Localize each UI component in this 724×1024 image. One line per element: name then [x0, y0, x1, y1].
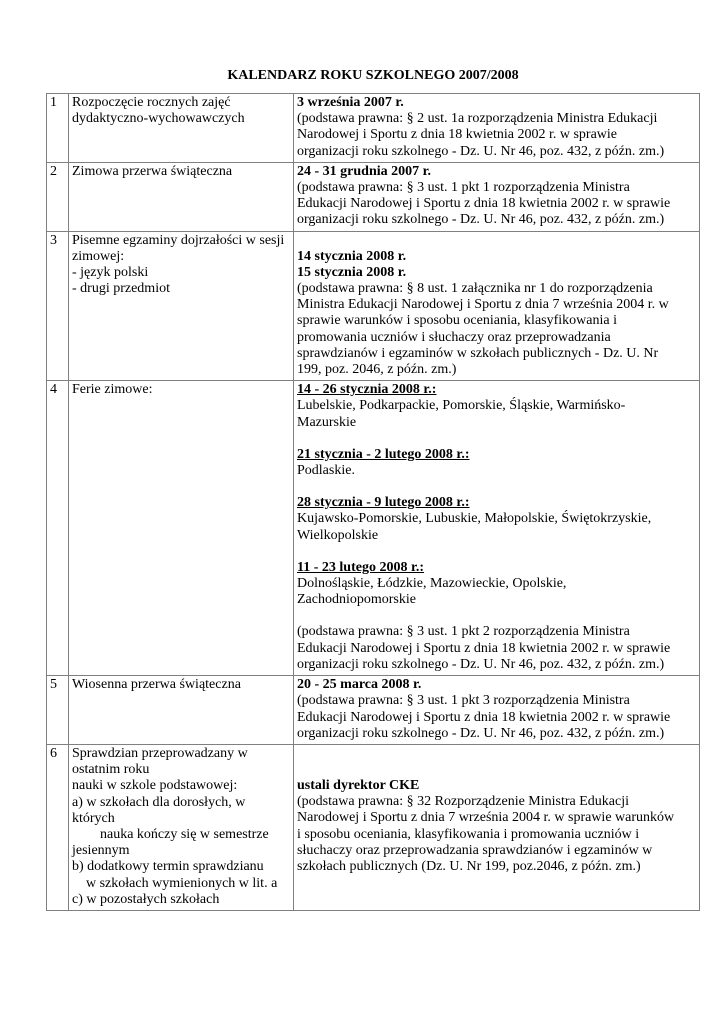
text-line: c) w pozostałych szkołach: [72, 891, 220, 907]
period-date: 28 stycznia - 9 lutego 2008 r.:: [297, 495, 470, 511]
legal-basis-line: słuchaczy oraz przeprowadzania sprawdzianów i egzaminów w: [297, 842, 653, 858]
region-line: Zachodniopomorskie: [297, 592, 416, 608]
legal-basis-line: Edukacji Narodowej i Sportu z dnia 18 kwietnia 2002 r. w sprawie: [297, 196, 671, 212]
legal-basis-line: promowania uczniów i słuchaczy oraz przeprowadzania: [297, 329, 611, 345]
event-date: ustali dyrektor CKE: [297, 777, 420, 793]
text-line: dydaktyczno-wychowawczych: [72, 111, 245, 127]
period-date: 11 - 23 lutego 2008 r.:: [297, 559, 425, 575]
row-number: 2: [47, 162, 69, 231]
text-line: ostatnim roku: [72, 762, 150, 778]
event-date-cell: [294, 744, 700, 910]
text-line: a) w szkołach dla dorosłych, w: [72, 794, 246, 810]
region-line: Dolnośląskie, Łódzkie, Mazowieckie, Opolskie,: [297, 576, 567, 592]
region-line: Lubelskie, Podkarpackie, Pomorskie, Śląskie, Warmińsko-: [297, 398, 626, 414]
legal-basis-line: 199, poz. 2046, z późn. zm.): [297, 362, 457, 378]
event-description: [69, 381, 294, 676]
legal-basis-line: organizacji roku szkolnego - Dz. U. Nr 46, poz. 432, z późn. zm.): [297, 725, 665, 741]
row-number: 4: [47, 381, 69, 676]
region-line: Wielkopolskie: [297, 527, 379, 543]
text-line: nauka kończy się w semestrze: [100, 826, 269, 842]
legal-basis-line: szkołach publicznych (Dz. U. Nr 199, poz.2046, z późn. zm.): [297, 858, 641, 874]
legal-basis-line: organizacji roku szkolnego - Dz. U. Nr 46, poz. 432, z późn. zm.): [297, 656, 665, 672]
table-row: [47, 744, 700, 910]
event-description: [69, 231, 294, 381]
event-date: 15 stycznia 2008 r.: [297, 264, 407, 280]
event-date-cell: [294, 162, 700, 231]
text-line: jesiennym: [72, 843, 130, 859]
legal-basis-line: (podstawa prawna: § 8 ust. 1 załącznika nr 1 do rozporządzenia: [297, 281, 653, 297]
legal-basis-line: Ministra Edukacji Narodowej i Sportu z dnia 7 września 2004 r. w: [297, 297, 669, 313]
text-line: Sprawdzian przeprowadzany w: [72, 745, 248, 761]
event-date: 3 września 2007 r.: [297, 95, 404, 110]
event-date: 14 stycznia 2008 r.: [297, 248, 407, 264]
row-number: 6: [47, 744, 69, 910]
text-line: w szkołach wymienionych w lit. a: [86, 875, 278, 891]
legal-basis-line: Edukacji Narodowej i Sportu z dnia 18 kwietnia 2002 r. w sprawie: [297, 709, 671, 725]
table-row: [47, 231, 700, 381]
row-number: 1: [47, 94, 69, 163]
table-row: [47, 676, 700, 745]
legal-basis-line: i sposobu oceniania, klasyfikowania i promowania uczniów i: [297, 826, 640, 842]
legal-basis-line: (podstawa prawna: § 3 ust. 1 pkt 2 rozporządzenia Ministra: [297, 624, 630, 640]
text-line: Pisemne egzaminy dojrzałości w sesji: [72, 232, 285, 248]
legal-basis-line: organizacji roku szkolnego - Dz. U. Nr 46, poz. 432, z późn. zm.): [297, 212, 665, 228]
table-row: [47, 94, 700, 163]
text-line: nauki w szkole podstawowej:: [72, 778, 238, 794]
period-date: 14 - 26 stycznia 2008 r.:: [297, 382, 437, 398]
period-date: 21 stycznia - 2 lutego 2008 r.:: [297, 446, 470, 462]
legal-basis-line: sprawie warunków i sposobu oceniania, klasyfikowania i: [297, 313, 617, 329]
table-row: [47, 381, 700, 676]
event-date-cell: [294, 381, 700, 676]
legal-basis-line: (podstawa prawna: § 2 ust. 1a rozporządzenia Ministra Edukacji: [297, 111, 658, 127]
event-description: [69, 744, 294, 910]
legal-basis-line: (podstawa prawna: § 3 ust. 1 pkt 1 rozporządzenia Ministra: [297, 180, 630, 196]
calendar-table: [46, 93, 700, 911]
region-line: Podlaskie.: [297, 463, 355, 479]
text-line: - drugi przedmiot: [72, 281, 170, 297]
legal-basis-line: (podstawa prawna: § 3 ust. 1 pkt 3 rozporządzenia Ministra: [297, 693, 630, 709]
text-line: których: [72, 810, 115, 826]
event-description: [69, 162, 294, 231]
event-date-cell: [294, 94, 700, 163]
legal-basis-line: Narodowej i Sportu z dnia 7 września 2004 r. w sprawie warunków: [297, 810, 675, 826]
text-line: Ferie zimowe:: [72, 382, 153, 398]
event-date-cell: [294, 676, 700, 745]
event-date: 24 - 31 grudnia 2007 r.: [297, 163, 432, 179]
legal-basis-line: Narodowej i Sportu z dnia 18 kwietnia 2002 r. w sprawie: [297, 127, 617, 143]
row-number: 3: [47, 231, 69, 381]
text-line: zimowej:: [72, 248, 125, 264]
legal-basis-line: Edukacji Narodowej i Sportu z dnia 18 kwietnia 2002 r. w sprawie: [297, 640, 671, 656]
legal-basis-line: (podstawa prawna: § 32 Rozporządzenie Ministra Edukacji: [297, 794, 630, 810]
event-date: 20 - 25 marca 2008 r.: [297, 677, 422, 693]
region-line: Mazurskie: [297, 414, 357, 430]
event-date-cell: [294, 231, 700, 381]
legal-basis-line: organizacji roku szkolnego - Dz. U. Nr 46, poz. 432, z późn. zm.): [297, 143, 665, 159]
text-line: Rozpoczęcie rocznych zajęć: [72, 95, 231, 110]
text-line: Zimowa przerwa świąteczna: [72, 163, 233, 179]
table-row: [47, 162, 700, 231]
legal-basis-line: sprawdzianów i egzaminów w szkołach publicznych - Dz. U. Nr: [297, 345, 659, 361]
text-line: b) dodatkowy termin sprawdzianu: [72, 859, 264, 875]
event-description: [69, 676, 294, 745]
row-number: 5: [47, 676, 69, 745]
text-line: Wiosenna przerwa świąteczna: [72, 677, 241, 693]
region-line: Kujawsko-Pomorskie, Lubuskie, Małopolskie, Świętokrzyskie,: [297, 511, 652, 527]
text-line: - język polski: [72, 265, 149, 281]
event-description: [69, 94, 294, 163]
document-title: KALENDARZ ROKU SZKOLNEGO 2007/2008: [227, 68, 519, 83]
